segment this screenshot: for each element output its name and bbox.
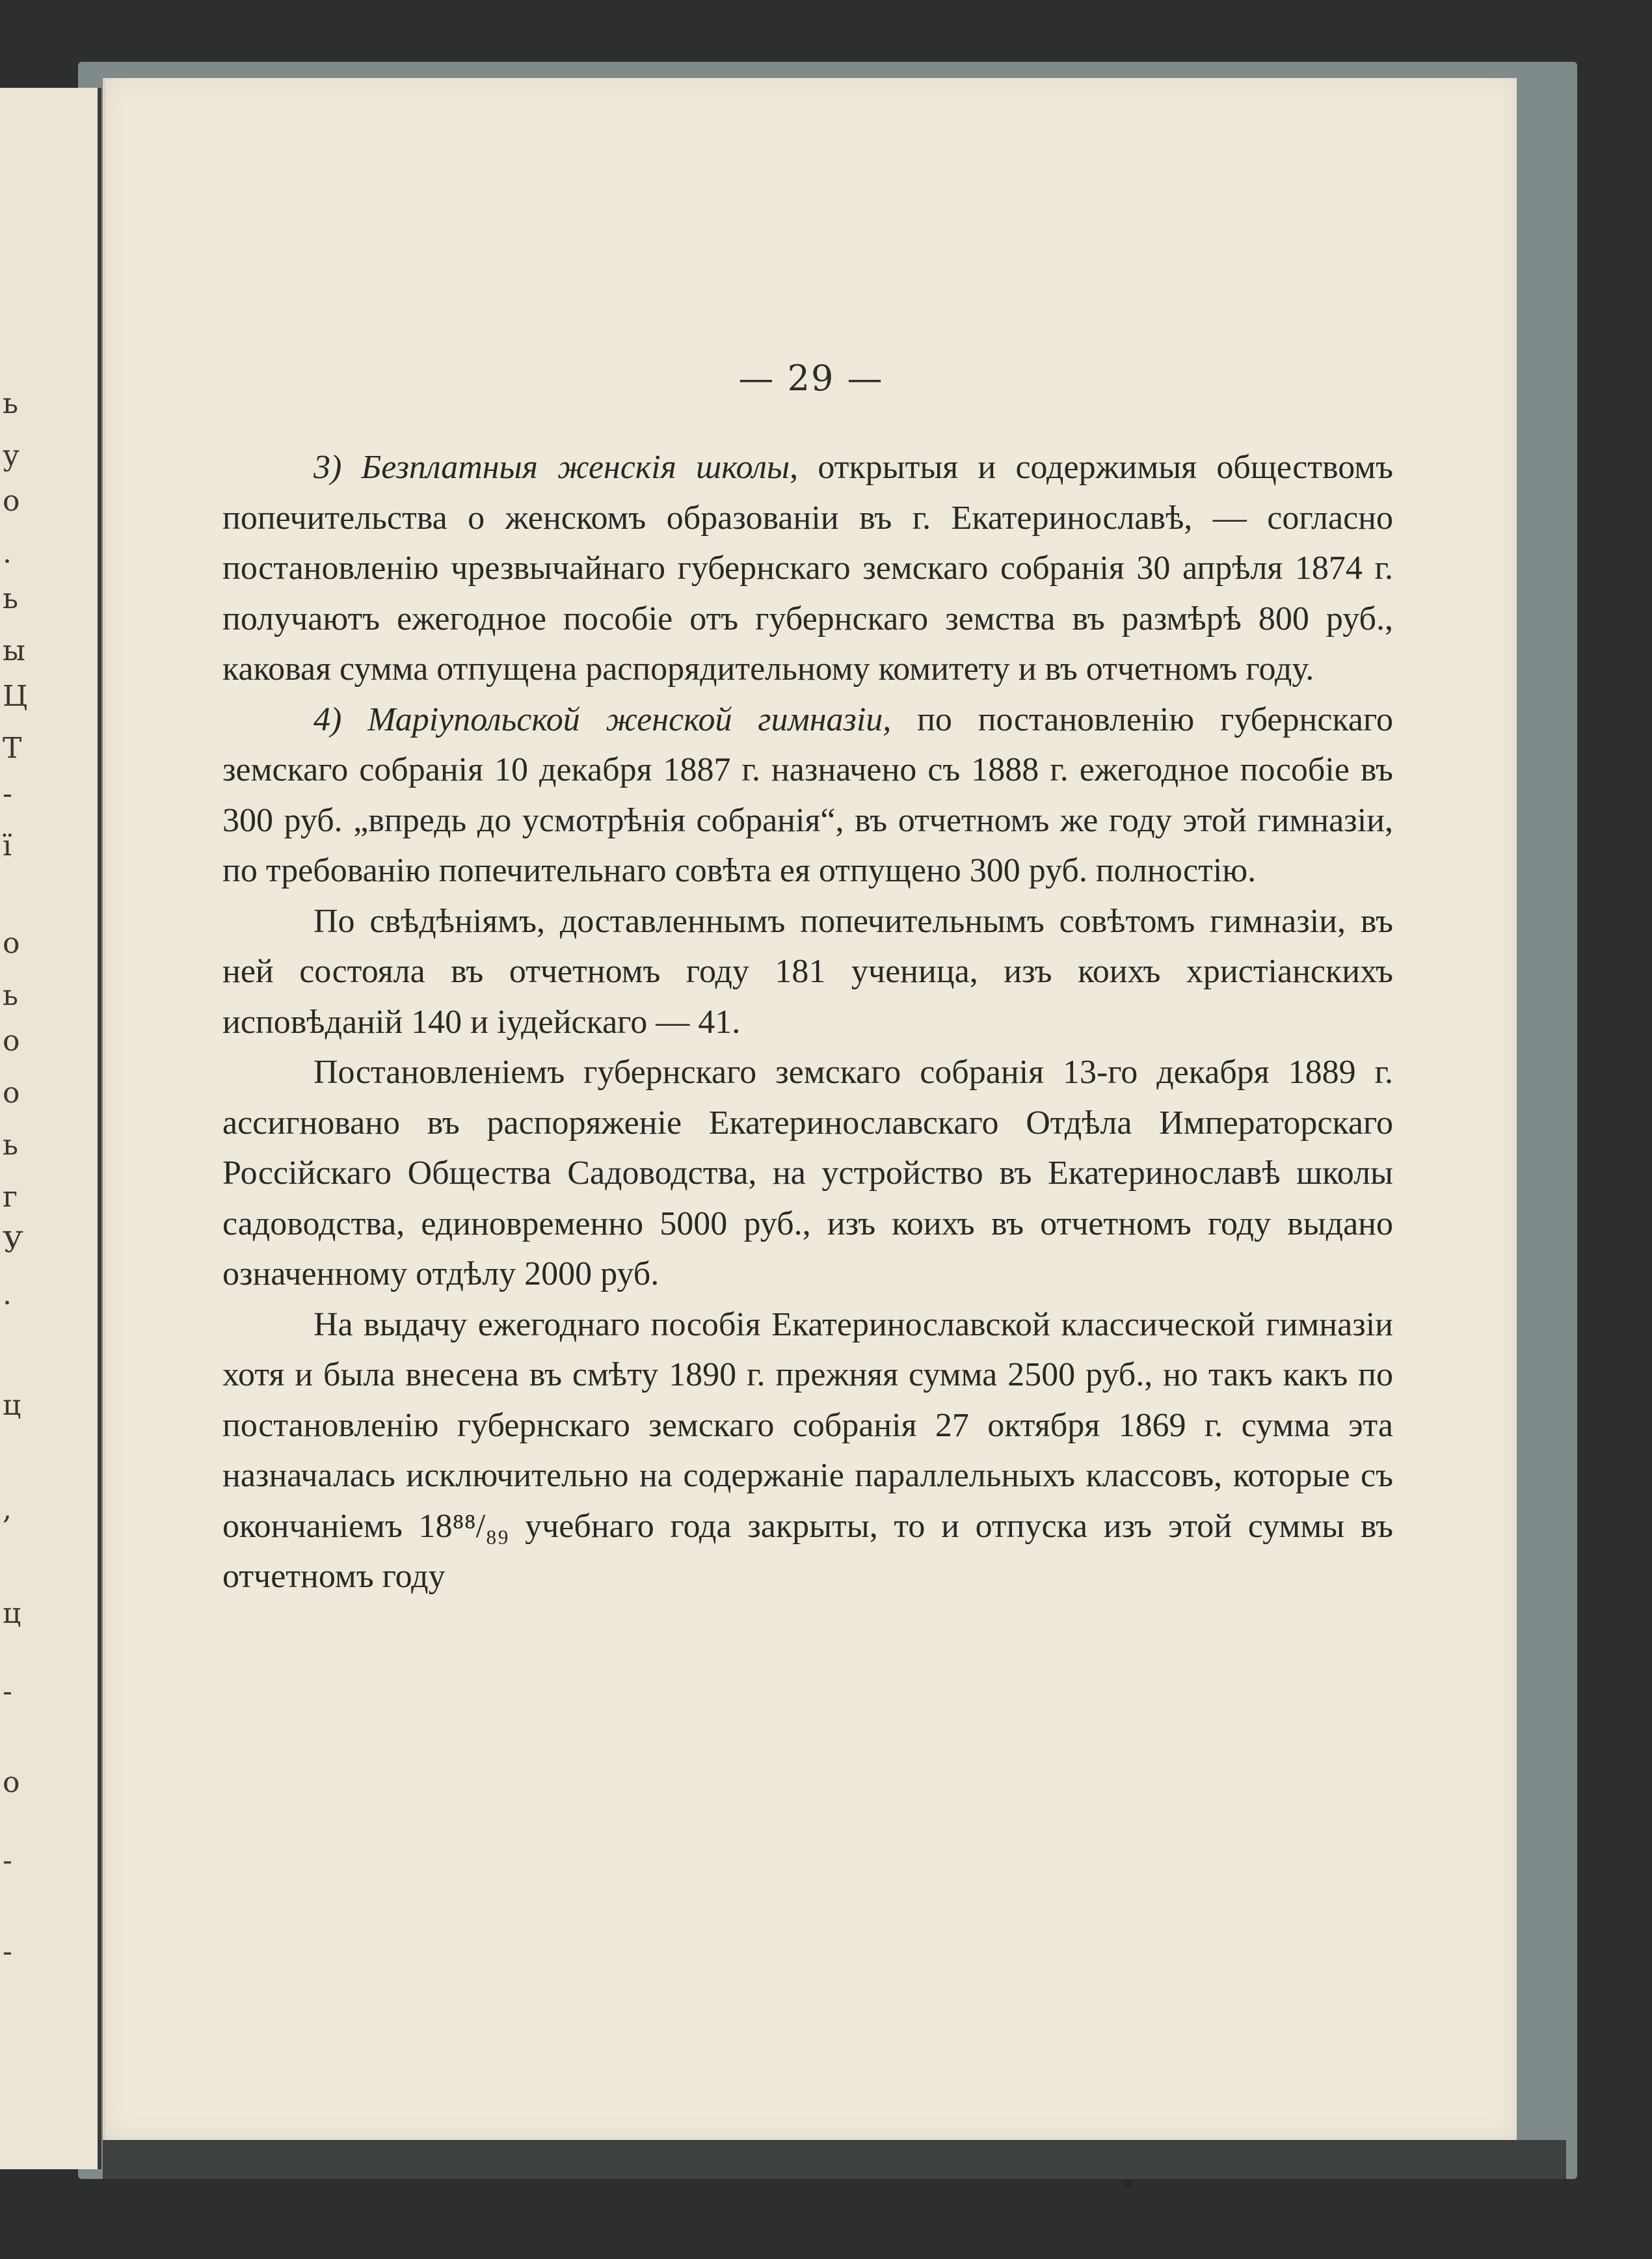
left-fragment: ь <box>3 1129 18 1162</box>
book-page <box>103 78 1517 2140</box>
left-fragment: - <box>3 1844 12 1877</box>
paragraph-italic-lead: 3) Безплатныя женскія школы <box>313 449 790 486</box>
left-fragment: У <box>3 1226 23 1259</box>
previous-page-edge <box>0 88 101 2169</box>
ink-dot <box>1123 2179 1132 2188</box>
paragraph <box>222 695 1393 896</box>
left-fragment: ь <box>3 582 18 615</box>
left-fragment: о <box>3 1766 20 1799</box>
left-fragment: г <box>3 1181 18 1214</box>
paragraph <box>222 896 1393 1048</box>
paragraph <box>222 1047 1393 1300</box>
paragraph-text: По свѣдѣніямъ, доставленнымъ попечительнымъ совѣтомъ гимназіи, въ ней состояла въ отчетномъ году 181 ученица, изъ коихъ христіанскихъ исповѣданій 140 и іудейскаго — 41. <box>222 902 1393 1041</box>
left-fragment: Ц <box>3 680 28 713</box>
paragraph-italic-lead: 4) Маріупольской женской гимназіи, <box>313 701 892 738</box>
bottom-shadow <box>103 2140 1566 2179</box>
left-fragment: . <box>3 1278 12 1311</box>
left-fragment: - <box>3 1935 12 1968</box>
left-fragment: ц <box>3 1597 21 1630</box>
body-text <box>222 442 1393 1602</box>
left-fragment: - <box>3 1675 12 1708</box>
left-fragment: ы <box>3 634 26 667</box>
paragraph <box>222 1300 1393 1602</box>
paragraph-text: Постановленіемъ губернскаго земскаго собранія 13-го декабря 1889 г. ассигновано въ распоряженіе Екатеринославскаго Отдѣла Императорскаго Россійскаго Общества Садоводства, на устройство въ Екатеринославѣ школы садоводства, единовременно 5000 руб., изъ коихъ въ отчетномъ году выдано означенному отдѣлу 2000 руб. <box>222 1054 1393 1292</box>
left-fragment: ц <box>3 1389 21 1422</box>
left-fragment: ь <box>3 387 18 420</box>
left-fragment: ь <box>3 979 18 1012</box>
left-fragment: Т <box>3 732 22 765</box>
left-fragment: о <box>3 1076 20 1110</box>
left-fragment: о <box>3 1024 20 1058</box>
left-fragment: ї <box>3 829 12 862</box>
page-number: — 29 — <box>738 358 884 399</box>
paragraph-text: по постановленію губернскаго земскаго собранія 10 декабря 1887 г. назначено съ 1888 г. ежегодное пособіе въ 300 руб. „впредь до усмотрѣнія собранія“, въ отчетномъ же году этой гимназіи, по требованію попечительнаго совѣта ея отпущено 300 руб. полностію. <box>222 701 1393 889</box>
paragraph-text: На выдачу ежегоднаго пособія Екатеринославской классической гимназіи хотя и была внесена въ смѣту 1890 г. прежняя сумма 2500 руб., но такъ какъ по постановленію губернскаго земскаго собранія 27 октября 1869 г. сумма эта назначалась исключительно на содержаніе параллельныхъ классовъ, которые съ окончаніемъ 18⁸⁸/₈₉ учебнаго года закрыты, то и отпуска изъ этой суммы въ отчетномъ году <box>222 1305 1393 1595</box>
left-fragment: о <box>3 927 20 960</box>
paragraph-text: , открытыя и содержимыя обществомъ попечительства о женскомъ образованіи въ г. Екатеринославѣ, — согласно постановленію чрезвычайнаго губернскаго земскаго собранія 30 апрѣля 1874 г. получаютъ ежегодное пособіе отъ губернскаго земства въ размѣрѣ 800 руб., каковая сумма отпущена распорядительному комитету и въ отчетномъ году. <box>222 449 1393 688</box>
left-fragment: - <box>3 777 12 810</box>
left-fragment: о <box>3 485 20 518</box>
left-fragment: , <box>3 1493 12 1526</box>
left-fragment: у <box>3 439 20 472</box>
paragraph <box>222 442 1393 695</box>
left-fragment: . <box>3 537 12 570</box>
